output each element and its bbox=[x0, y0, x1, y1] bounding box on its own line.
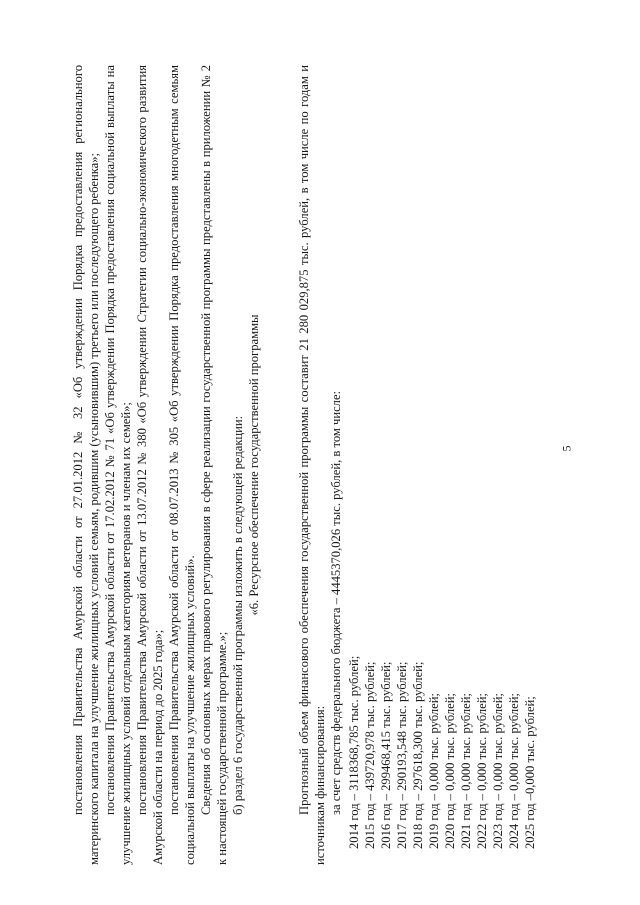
year-2017: 2017 год – 290193,548 тыс. рублей; bbox=[395, 661, 409, 849]
financing-intro: Прогнозный объем финансового обеспечения государственной программы составит 21 280 029,875 тыс. рублей, в том числе по годам и источникам финансирования: bbox=[297, 65, 327, 865]
paragraph-legal-measures: Сведения об основных мерах правового регулирования в сфере реализации государственной программы представлены в приложении № 2 к настоящей государственной программе.»; bbox=[199, 65, 229, 865]
paragraph-regulation-71: постановления Правительства Амурской области от 17.02.2012 № 71 «Об утверждении Порядка предоставления социальной выплаты на улучшение жилищных условий отдельным категориям ветеранов и членам их семей»; bbox=[103, 65, 133, 865]
year-2022: 2022 год – 0,000 тыс. рублей; bbox=[475, 693, 489, 849]
year-2019: 2019 год – 0,000 тыс. рублей; bbox=[427, 693, 441, 849]
paragraph-regulation-380: постановления Правительства Амурской области от 13.07.2012 № 380 «Об утверждении Стратегии социально-экономического развития Амурской области на период до 2025 года»; bbox=[135, 65, 165, 865]
federal-budget-line: за счет средств федерального бюджета – 4445370,026 тыс. рублей, в том числе: bbox=[329, 390, 343, 815]
page-number: 5 bbox=[559, 445, 574, 452]
year-2018: 2018 год – 297618,300 тыс. рублей; bbox=[411, 661, 425, 849]
year-2020: 2020 год – 0,000 тыс. рублей; bbox=[443, 693, 457, 849]
year-2016: 2016 год – 299468,415 тыс. рублей; bbox=[379, 661, 393, 849]
paragraph-section-6-intro: б) раздел 6 государственной программы изложить в следующей редакции: bbox=[231, 415, 245, 815]
year-2021: 2021 год – 0,000 тыс. рублей; bbox=[459, 693, 473, 849]
year-2014: 2014 год – 3118368,785 тыс. рублей; bbox=[347, 655, 361, 849]
year-list bbox=[346, 65, 538, 865]
paragraph-regulation-305: постановления Правительства Амурской области от 08.07.2013 № 305 «Об утверждении Порядка предоставления многодетным семьям социальной выплаты на улучшение жилищных условий». bbox=[167, 65, 197, 865]
paragraph-regulation-32: постановления Правительства Амурской области от 27.01.2012 № 32 «Об утверждении Порядка предоставления регионального материнского капитала на улучшение жилищных условий семьям, родившим (усыновившим) третьего или последующего ребенка»; bbox=[71, 65, 101, 865]
document-page bbox=[70, 65, 590, 865]
year-2024: 2024 год – 0,000 тыс. рублей; bbox=[507, 693, 521, 849]
year-2025: 2025 год –0,000 тыс. рублей; bbox=[523, 696, 537, 849]
year-2023: 2023 год – 0,000 тыс. рублей; bbox=[491, 693, 505, 849]
section-heading: «6. Ресурсное обеспечение государственной программы bbox=[247, 314, 261, 616]
year-2015: 2015 год – 439720,978 тыс. рублей; bbox=[363, 661, 377, 849]
